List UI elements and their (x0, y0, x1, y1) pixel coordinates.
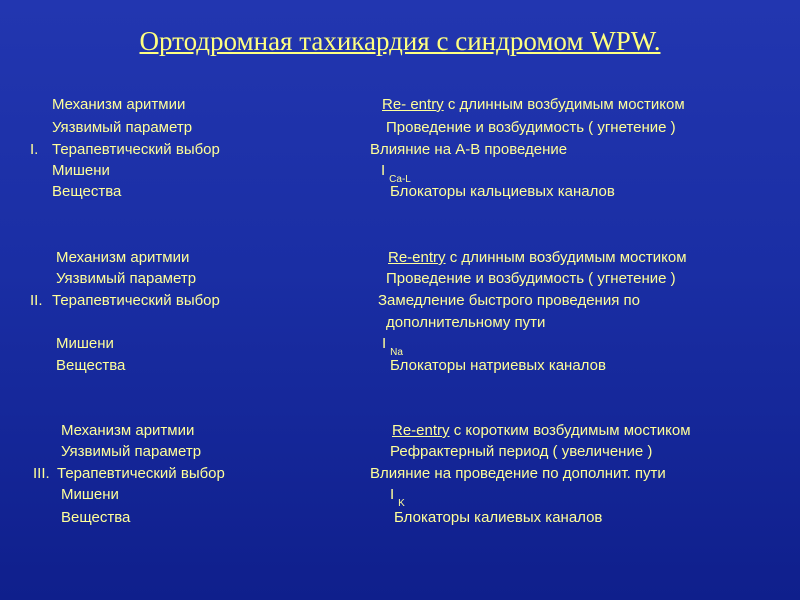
label-parameter: Уязвимый параметр (61, 443, 202, 460)
target-symbol: I (382, 335, 387, 352)
choice-value-continued: дополнительному пути (386, 314, 546, 331)
target-symbol: I (381, 162, 386, 179)
mechanism-value (392, 422, 691, 440)
choice-value: Влияние на проведение по дополнит. пути (370, 465, 666, 482)
choice-value: Влияние на А-В проведение (370, 141, 568, 158)
re-entry-link[interactable]: Re-entry (392, 422, 450, 439)
re-entry-link[interactable]: Re-entry (388, 249, 446, 266)
mechanism-value (388, 249, 687, 267)
label-mechanism: Механизм аритмии (56, 249, 190, 266)
label-targets: Мишени (56, 335, 114, 352)
label-targets: Мишени (61, 486, 119, 503)
label-substances: Вещества (52, 183, 122, 200)
label-substances: Вещества (61, 509, 131, 526)
label-parameter: Уязвимый параметр (56, 270, 197, 287)
parameter-value: Проведение и возбудимость ( угнетение ) (386, 119, 676, 136)
substances-value: Блокаторы кальциевых каналов (390, 183, 615, 200)
choice-value: Замедление быстрого проведения по (378, 292, 640, 309)
substances-value: Блокаторы калиевых каналов (394, 509, 603, 526)
mechanism-text: с длинным возбудимым мостиком (443, 96, 685, 113)
label-choice: Терапевтический выбор (57, 465, 225, 482)
mechanism-text: с длинным возбудимым мостиком (445, 249, 687, 266)
label-parameter: Уязвимый параметр (52, 119, 193, 136)
label-targets: Мишени (52, 162, 110, 179)
mechanism-text: с коротким возбудимым мостиком (449, 422, 691, 439)
parameter-value: Проведение и возбудимость ( угнетение ) (386, 270, 676, 287)
slide-title: Ортодромная тахикардия с синдромом WPW. (139, 26, 661, 56)
substances-value: Блокаторы натриевых каналов (390, 357, 606, 374)
target-subscript: Ca-L (389, 174, 411, 185)
target-subscript: K (398, 498, 405, 509)
parameter-value: Рефрактерный период ( увеличение ) (390, 443, 653, 460)
label-substances: Вещества (56, 357, 126, 374)
label-choice: Терапевтический выбор (52, 292, 220, 309)
section-numeral: III. (33, 465, 50, 482)
section-numeral: I. (30, 141, 39, 158)
label-choice: Терапевтический выбор (52, 141, 220, 158)
label-mechanism: Механизм аритмии (52, 96, 186, 113)
target-subscript: Na (390, 347, 403, 358)
section-numeral: II. (30, 292, 43, 309)
mechanism-value (382, 96, 685, 114)
label-mechanism: Механизм аритмии (61, 422, 195, 439)
re-entry-link[interactable]: Re- entry (382, 96, 444, 113)
target-symbol: I (390, 486, 395, 503)
